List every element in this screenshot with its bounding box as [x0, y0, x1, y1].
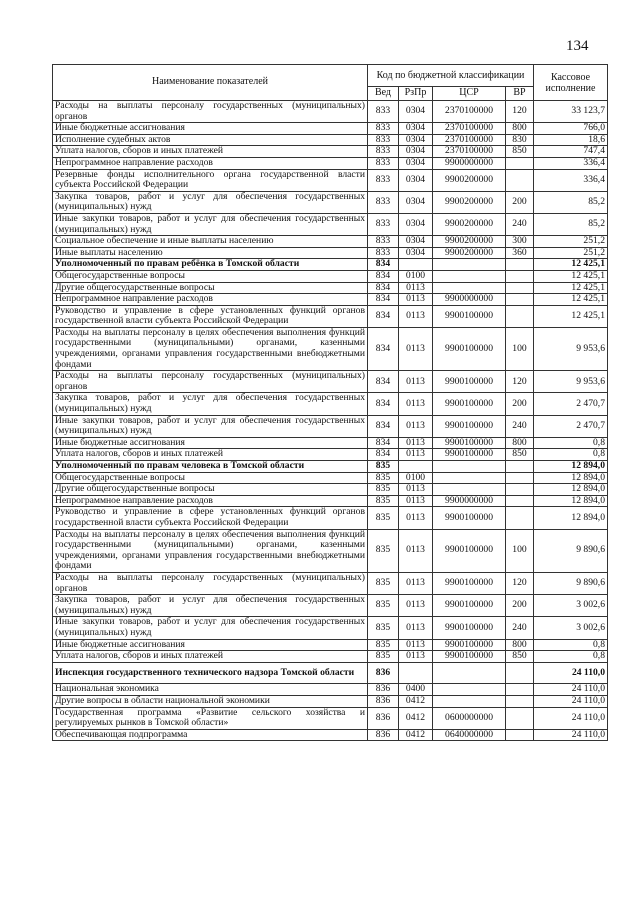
row-csr — [433, 662, 506, 684]
row-vr — [506, 270, 534, 282]
row-ved: 834 — [368, 393, 399, 415]
row-rzpr: 0304 — [399, 146, 433, 158]
row-name: Закупка товаров, работ и услуг для обеспечения государственных (муниципальных) нужд — [53, 393, 368, 415]
row-value: 3 002,6 — [534, 595, 608, 617]
table-row — [53, 247, 608, 259]
row-ved: 834 — [368, 437, 399, 449]
table-row — [53, 169, 608, 191]
row-value: 2 470,7 — [534, 393, 608, 415]
table-row — [53, 305, 608, 327]
table-row — [53, 157, 608, 169]
row-csr: 9900100000 — [433, 639, 506, 651]
row-name: Иные бюджетные ассигнования — [53, 123, 368, 135]
row-ved: 835 — [368, 529, 399, 572]
row-vr: 800 — [506, 639, 534, 651]
row-csr: 9900100000 — [433, 651, 506, 663]
row-vr: 200 — [506, 393, 534, 415]
row-csr: 9900100000 — [433, 507, 506, 529]
row-ved: 834 — [368, 449, 399, 461]
row-name: Непрограммное направление расходов — [53, 294, 368, 306]
row-value: 747,4 — [534, 146, 608, 158]
row-rzpr: 0100 — [399, 270, 433, 282]
row-rzpr: 0113 — [399, 507, 433, 529]
row-name: Расходы на выплаты персоналу государственных (муниципальных) органов — [53, 371, 368, 393]
row-name: Иные выплаты населению — [53, 247, 368, 259]
row-ved: 834 — [368, 259, 399, 271]
row-rzpr: 0113 — [399, 371, 433, 393]
row-csr — [433, 696, 506, 708]
table-row — [53, 259, 608, 271]
row-vr — [506, 662, 534, 684]
row-name: Исполнение судебных актов — [53, 134, 368, 146]
table-row — [53, 617, 608, 639]
header-name: Наименование показателей — [53, 65, 368, 101]
row-ved: 833 — [368, 236, 399, 248]
row-value: 3 002,6 — [534, 617, 608, 639]
row-name: Иные бюджетные ассигнования — [53, 639, 368, 651]
row-vr: 240 — [506, 213, 534, 235]
row-vr: 120 — [506, 371, 534, 393]
row-rzpr: 0400 — [399, 684, 433, 696]
row-ved: 834 — [368, 270, 399, 282]
row-name: Государственная программа «Развитие сельского хозяйства и регулируемых рынков в Томской области» — [53, 707, 368, 729]
table-row — [53, 639, 608, 651]
row-ved: 833 — [368, 247, 399, 259]
table-row — [53, 270, 608, 282]
table-row — [53, 651, 608, 663]
row-csr: 2370100000 — [433, 123, 506, 135]
row-name: Иные закупки товаров, работ и услуг для обеспечения государственных (муниципальных) нужд — [53, 617, 368, 639]
row-value: 0,8 — [534, 639, 608, 651]
row-name: Уплата налогов, сборов и иных платежей — [53, 651, 368, 663]
row-value: 24 110,0 — [534, 696, 608, 708]
row-name: Руководство и управление в сфере установленных функций органов государственной власти субъекта Российской Федерации — [53, 507, 368, 529]
row-rzpr: 0113 — [399, 437, 433, 449]
row-csr — [433, 282, 506, 294]
row-name: Другие общегосударственные вопросы — [53, 484, 368, 496]
row-ved: 835 — [368, 495, 399, 507]
row-rzpr — [399, 461, 433, 473]
header-code-group: Код по бюджетной классификации — [368, 65, 534, 87]
table-row — [53, 529, 608, 572]
row-rzpr — [399, 259, 433, 271]
row-value: 12 894,0 — [534, 472, 608, 484]
header-rzpr: РзПр — [399, 87, 433, 101]
row-name: Другие вопросы в области национальной экономики — [53, 696, 368, 708]
row-rzpr: 0304 — [399, 123, 433, 135]
row-name: Общегосударственные вопросы — [53, 472, 368, 484]
row-csr: 9900200000 — [433, 169, 506, 191]
row-rzpr — [399, 662, 433, 684]
row-rzpr: 0113 — [399, 529, 433, 572]
row-value: 12 425,1 — [534, 294, 608, 306]
row-rzpr: 0113 — [399, 393, 433, 415]
row-name: Расходы на выплаты персоналу в целях обеспечения выполнения функций государственными (муниципальными) органами, казенными учреждениями, органами управления государственными внебюджетными фондами — [53, 327, 368, 370]
row-vr: 850 — [506, 449, 534, 461]
table-row — [53, 327, 608, 370]
table-row — [53, 146, 608, 158]
row-value: 12 425,1 — [534, 282, 608, 294]
table-row — [53, 123, 608, 135]
row-vr — [506, 305, 534, 327]
row-value: 0,8 — [534, 651, 608, 663]
row-value: 2 470,7 — [534, 415, 608, 437]
row-csr: 9900200000 — [433, 213, 506, 235]
row-ved: 833 — [368, 191, 399, 213]
row-value: 766,0 — [534, 123, 608, 135]
row-vr — [506, 495, 534, 507]
row-name: Расходы на выплаты персоналу государственных (муниципальных) органов — [53, 101, 368, 123]
row-ved: 833 — [368, 213, 399, 235]
row-vr: 360 — [506, 247, 534, 259]
row-value: 12 894,0 — [534, 507, 608, 529]
row-value: 9 890,6 — [534, 529, 608, 572]
row-vr: 120 — [506, 101, 534, 123]
row-ved: 833 — [368, 123, 399, 135]
row-ved: 835 — [368, 507, 399, 529]
row-rzpr: 0304 — [399, 191, 433, 213]
row-rzpr: 0113 — [399, 617, 433, 639]
row-csr: 2370100000 — [433, 146, 506, 158]
row-rzpr: 0113 — [399, 327, 433, 370]
row-name: Непрограммное направление расходов — [53, 157, 368, 169]
row-value: 24 110,0 — [534, 662, 608, 684]
row-value: 24 110,0 — [534, 707, 608, 729]
row-csr — [433, 684, 506, 696]
row-rzpr: 0304 — [399, 134, 433, 146]
row-csr: 9900100000 — [433, 572, 506, 594]
row-csr — [433, 461, 506, 473]
row-ved: 835 — [368, 595, 399, 617]
table-row — [53, 294, 608, 306]
row-csr: 9900100000 — [433, 305, 506, 327]
row-value: 336,4 — [534, 157, 608, 169]
header-vr: ВР — [506, 87, 534, 101]
table-row — [53, 507, 608, 529]
row-name: Иные закупки товаров, работ и услуг для обеспечения государственных (муниципальных) нужд — [53, 213, 368, 235]
row-rzpr: 0304 — [399, 101, 433, 123]
header-ved: Вед — [368, 87, 399, 101]
row-ved: 835 — [368, 639, 399, 651]
row-vr — [506, 472, 534, 484]
header-csr: ЦСР — [433, 87, 506, 101]
row-csr: 2370100000 — [433, 101, 506, 123]
table-row — [53, 191, 608, 213]
table-row — [53, 437, 608, 449]
row-ved: 833 — [368, 101, 399, 123]
row-ved: 836 — [368, 729, 399, 741]
row-value: 251,2 — [534, 236, 608, 248]
row-vr: 120 — [506, 572, 534, 594]
row-ved: 834 — [368, 282, 399, 294]
budget-execution-table — [52, 64, 608, 741]
row-vr — [506, 729, 534, 741]
row-name: Уполномоченный по правам ребёнка в Томской области — [53, 259, 368, 271]
row-vr: 200 — [506, 595, 534, 617]
row-csr: 9900100000 — [433, 327, 506, 370]
row-csr: 2370100000 — [433, 134, 506, 146]
table-body — [53, 101, 608, 741]
table-row — [53, 236, 608, 248]
row-rzpr: 0113 — [399, 572, 433, 594]
row-ved: 835 — [368, 651, 399, 663]
row-csr — [433, 484, 506, 496]
table-row — [53, 449, 608, 461]
row-name: Другие общегосударственные вопросы — [53, 282, 368, 294]
row-csr — [433, 270, 506, 282]
row-vr — [506, 707, 534, 729]
row-vr — [506, 282, 534, 294]
row-ved: 833 — [368, 157, 399, 169]
table-row — [53, 472, 608, 484]
row-value: 12 894,0 — [534, 461, 608, 473]
row-value: 12 894,0 — [534, 495, 608, 507]
table-row — [53, 662, 608, 684]
row-rzpr: 0113 — [399, 449, 433, 461]
row-ved: 836 — [368, 684, 399, 696]
row-rzpr: 0113 — [399, 639, 433, 651]
row-rzpr: 0113 — [399, 282, 433, 294]
row-ved: 835 — [368, 461, 399, 473]
row-vr: 240 — [506, 415, 534, 437]
row-ved: 833 — [368, 169, 399, 191]
row-vr: 830 — [506, 134, 534, 146]
row-csr: 9900200000 — [433, 191, 506, 213]
row-csr: 9900100000 — [433, 617, 506, 639]
row-vr: 850 — [506, 651, 534, 663]
row-ved: 835 — [368, 484, 399, 496]
row-name: Резервные фонды исполнительного органа государственной власти субъекта Российской Федерации — [53, 169, 368, 191]
row-name: Руководство и управление в сфере установленных функций органов государственной власти субъекта Российской Федерации — [53, 305, 368, 327]
row-csr: 9900100000 — [433, 437, 506, 449]
row-vr — [506, 507, 534, 529]
table-row — [53, 393, 608, 415]
row-vr: 800 — [506, 437, 534, 449]
row-value: 9 953,6 — [534, 371, 608, 393]
row-ved: 836 — [368, 696, 399, 708]
row-ved: 833 — [368, 146, 399, 158]
table-row — [53, 595, 608, 617]
table-row — [53, 461, 608, 473]
row-value: 85,2 — [534, 191, 608, 213]
row-vr: 100 — [506, 529, 534, 572]
row-name: Иные бюджетные ассигнования — [53, 437, 368, 449]
row-ved: 834 — [368, 415, 399, 437]
row-vr: 800 — [506, 123, 534, 135]
row-value: 18,6 — [534, 134, 608, 146]
row-vr — [506, 696, 534, 708]
row-vr: 300 — [506, 236, 534, 248]
row-rzpr: 0412 — [399, 707, 433, 729]
row-csr: 0600000000 — [433, 707, 506, 729]
table-row — [53, 495, 608, 507]
row-rzpr: 0304 — [399, 236, 433, 248]
row-csr: 9900100000 — [433, 393, 506, 415]
row-csr: 9900200000 — [433, 236, 506, 248]
row-value: 24 110,0 — [534, 729, 608, 741]
row-name: Закупка товаров, работ и услуг для обеспечения государственных (муниципальных) нужд — [53, 191, 368, 213]
row-csr: 0640000000 — [433, 729, 506, 741]
row-vr — [506, 684, 534, 696]
row-vr: 240 — [506, 617, 534, 639]
row-name: Социальное обеспечение и иные выплаты населению — [53, 236, 368, 248]
row-rzpr: 0304 — [399, 213, 433, 235]
row-csr: 9900200000 — [433, 247, 506, 259]
row-ved: 834 — [368, 294, 399, 306]
row-rzpr: 0412 — [399, 696, 433, 708]
table-row — [53, 371, 608, 393]
row-rzpr: 0113 — [399, 484, 433, 496]
row-name: Уполномоченный по правам человека в Томской области — [53, 461, 368, 473]
row-ved: 836 — [368, 707, 399, 729]
row-csr: 9900100000 — [433, 529, 506, 572]
row-name: Непрограммное направление расходов — [53, 495, 368, 507]
row-vr — [506, 484, 534, 496]
table-row — [53, 484, 608, 496]
row-ved: 835 — [368, 572, 399, 594]
row-name: Уплата налогов, сборов и иных платежей — [53, 146, 368, 158]
row-value: 85,2 — [534, 213, 608, 235]
row-rzpr: 0304 — [399, 247, 433, 259]
row-rzpr: 0113 — [399, 495, 433, 507]
row-value: 251,2 — [534, 247, 608, 259]
row-rzpr: 0304 — [399, 157, 433, 169]
table-row — [53, 684, 608, 696]
row-value: 24 110,0 — [534, 684, 608, 696]
table-row — [53, 213, 608, 235]
row-rzpr: 0113 — [399, 415, 433, 437]
row-name: Расходы на выплаты персоналу в целях обеспечения выполнения функций государственными (муниципальными) органами, казенными учреждениями, органами управления государственными внебюджетными фондами — [53, 529, 368, 572]
row-ved: 834 — [368, 327, 399, 370]
table-row — [53, 134, 608, 146]
row-csr: 9900100000 — [433, 415, 506, 437]
row-vr — [506, 259, 534, 271]
row-vr: 100 — [506, 327, 534, 370]
row-csr: 9900100000 — [433, 449, 506, 461]
row-ved: 835 — [368, 617, 399, 639]
table-row — [53, 729, 608, 741]
table-row — [53, 282, 608, 294]
row-value: 33 123,7 — [534, 101, 608, 123]
row-ved: 834 — [368, 371, 399, 393]
row-csr — [433, 472, 506, 484]
row-value: 12 425,1 — [534, 270, 608, 282]
row-rzpr: 0113 — [399, 651, 433, 663]
page-number: 134 — [566, 38, 589, 54]
row-name: Расходы на выплаты персоналу государственных (муниципальных) органов — [53, 572, 368, 594]
table-row — [53, 696, 608, 708]
row-vr: 850 — [506, 146, 534, 158]
row-name: Обеспечивающая подпрограмма — [53, 729, 368, 741]
row-value: 336,4 — [534, 169, 608, 191]
row-vr — [506, 157, 534, 169]
row-vr: 200 — [506, 191, 534, 213]
row-name: Общегосударственные вопросы — [53, 270, 368, 282]
row-ved: 833 — [368, 134, 399, 146]
row-ved: 835 — [368, 472, 399, 484]
row-value: 0,8 — [534, 437, 608, 449]
header-value: Кассовое исполнение — [534, 65, 608, 101]
row-csr — [433, 259, 506, 271]
row-csr: 9900100000 — [433, 595, 506, 617]
row-vr — [506, 169, 534, 191]
row-value: 12 425,1 — [534, 259, 608, 271]
row-csr: 9900000000 — [433, 157, 506, 169]
row-rzpr: 0412 — [399, 729, 433, 741]
row-csr: 9900000000 — [433, 495, 506, 507]
row-name: Иные закупки товаров, работ и услуг для обеспечения государственных (муниципальных) нужд — [53, 415, 368, 437]
row-name: Инспекция государственного технического надзора Томской области — [53, 662, 368, 684]
row-name: Закупка товаров, работ и услуг для обеспечения государственных (муниципальных) нужд — [53, 595, 368, 617]
row-value: 9 890,6 — [534, 572, 608, 594]
row-ved: 834 — [368, 305, 399, 327]
row-rzpr: 0100 — [399, 472, 433, 484]
row-name: Уплата налогов, сборов и иных платежей — [53, 449, 368, 461]
row-vr — [506, 461, 534, 473]
table-row — [53, 415, 608, 437]
row-rzpr: 0304 — [399, 169, 433, 191]
row-value: 0,8 — [534, 449, 608, 461]
row-name: Национальная экономика — [53, 684, 368, 696]
row-csr: 9900100000 — [433, 371, 506, 393]
row-ved: 836 — [368, 662, 399, 684]
row-rzpr: 0113 — [399, 595, 433, 617]
table-row — [53, 707, 608, 729]
row-value: 12 425,1 — [534, 305, 608, 327]
row-value: 12 894,0 — [534, 484, 608, 496]
row-vr — [506, 294, 534, 306]
table-row — [53, 101, 608, 123]
row-csr: 9900000000 — [433, 294, 506, 306]
row-rzpr: 0113 — [399, 294, 433, 306]
row-value: 9 953,6 — [534, 327, 608, 370]
table-row — [53, 572, 608, 594]
row-rzpr: 0113 — [399, 305, 433, 327]
